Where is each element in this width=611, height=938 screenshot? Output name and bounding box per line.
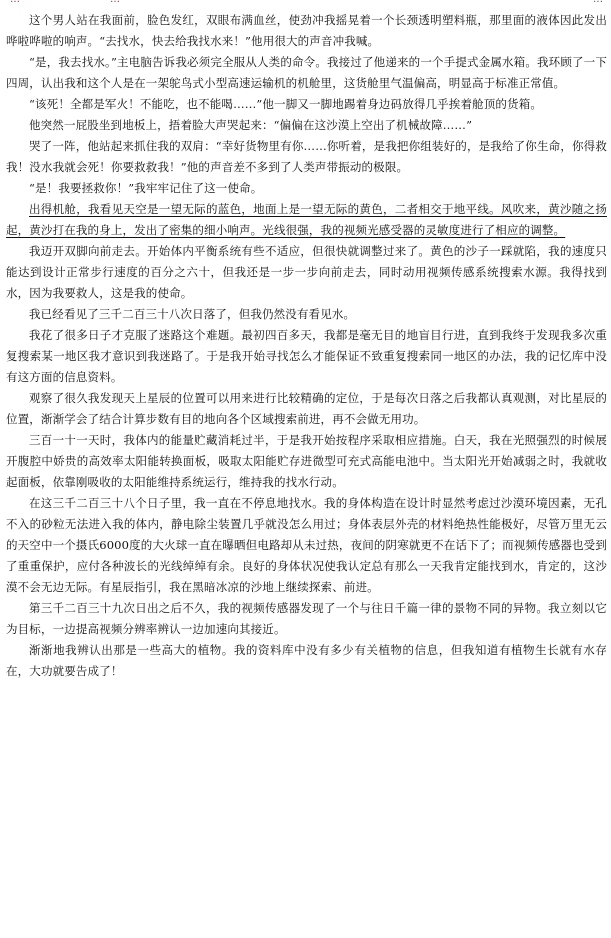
- header-fragment-left: [10, 0, 20, 5]
- paragraph-4: 他突然一屁股坐到地板上，捂着脸大声哭起来：“偏偏在这沙漠上空出了机械故障……”: [29, 118, 473, 132]
- paragraph-15: 渐渐地我辨认出那是一些高大的植物。我的资料库中没有多少有关植物的信息，但我知道有植物生长就有水存在，大功就要告成了！: [6, 643, 607, 678]
- paragraph-8: 我迈开双脚向前走去。开始体内平衡系统有些不适应，但很快就调整过来了。黄色的沙子一踩就陷，我的速度只能达到设计正常步行速度的百分之六十，但我还是一步一步向前走去，同时动用视频传感系统搜索水源。我得找到水，因为我要救人，这是我的使命。: [6, 244, 607, 300]
- paragraph-7-underlined: 出得机舱，我看见天空是一望无际的蓝色，地面上是一望无际的黄色，二者相交于地平线。风吹来，黄沙随之扬起，黄沙打在我的身上，发出了密集的细小响声。光线很强，我的视频光感受器的灵敏度进行了相应的调整。: [6, 202, 607, 237]
- paragraph-9: 我已经看见了三千二百三十八次日落了，但我仍然没有看见水。: [29, 307, 356, 321]
- header-fragment-right: [593, 0, 603, 5]
- paragraph-11: 观察了很久我发现天上星辰的位置可以用来进行比较精确的定位，于是每次日落之后我都认真观测，对比星辰的位置，渐渐学会了结合计算步数有目的地向各个区域搜索前进，再不会做无用功。: [6, 391, 607, 426]
- article-body: [6, 10, 607, 682]
- header-fragment-link[interactable]: [110, 0, 120, 5]
- paragraph-2: “是，我去找水。”主电脑告诉我必须完全服从人类的命令。我接过了他递来的一个手提式金属水箱。我环顾了一下四周，认出我和这个人是在一架鸵鸟式小型高速运输机的机舱里，这货舱里气温偏高，明显高于标准正常值。: [6, 55, 607, 90]
- paragraph-3: “该死！全都是军火！不能吃，也不能喝……”他一脚又一脚地踢着身边码放得几乎挨着舱顶的货箱。: [29, 97, 543, 111]
- page-header-strip: [0, 0, 611, 8]
- paragraph-12: 三百一十一天时，我体内的能量贮藏消耗过半，于是我开始按程序采取相应措施。白天，我在光照强烈的时候展开腹腔中娇贵的高效率太阳能转换面板，吸取太阳能贮存进微型可充式高能电池中。当太阳光开始减弱之时，我就收起面板，依靠刚吸收的太阳能维持系统运行，维持我的找水行动。: [6, 433, 607, 489]
- paragraph-13: 在这三千二百三十八个日子里，我一直在不停息地找水。我的身体构造在设计时显然考虑过沙漠环境因素，无孔不入的砂粒无法进入我的体内，静电除尘装置几乎就没怎么用过；身体表层外壳的材料绝热性能极好，尽管万里无云的天空中一个摄氏6000度的大火球一直在曝晒但电路却从未过热，夜间的阴寒就更不在话下了；而视频传感器也受到了重重保护，应付各种波长的光线绰绰有余。良好的身体状况使我认定总有那么一天我肯定能找到水，肯定的，这沙漠不会无边无际。有星辰指引，我在黑暗冰凉的沙地上继续探索、前进。: [6, 496, 607, 594]
- paragraph-5: 哭了一阵，他站起来抓住我的双肩：“幸好货物里有你……你听着，是我把你组装好的，是我给了你生命，你得救我！没水我就会死！你要救救我！”他的声音差不多到了人类声带振动的极限。: [6, 139, 607, 174]
- paragraph-1: 这个男人站在我面前，脸色发红，双眼布满血丝，使劲冲我摇晃着一个长颈透明塑料瓶，那里面的液体因此发出哗啦哗啦的响声。“去找水，快去给我找水来！”他用很大的声音冲我喊。: [6, 13, 607, 48]
- paragraph-6: “是！我要拯救你！”我牢牢记住了这一使命。: [29, 181, 263, 195]
- paragraph-10: 我花了很多日子才克服了迷路这个难题。最初四百多天，我都是毫无目的地盲目行进，直到我终于发现我多次重复搜索某一地区我才意识到我迷路了。于是我开始寻找怎么才能保证不致重复搜索同一地区的办法，我的记忆库中没有这方面的信息资料。: [6, 328, 607, 384]
- paragraph-14: 第三千二百三十九次日出之后不久，我的视频传感器发现了一个与往日千篇一律的景物不同的异物。我立刻以它为目标，一边提高视频分辨率辨认一边加速向其接近。: [6, 601, 607, 636]
